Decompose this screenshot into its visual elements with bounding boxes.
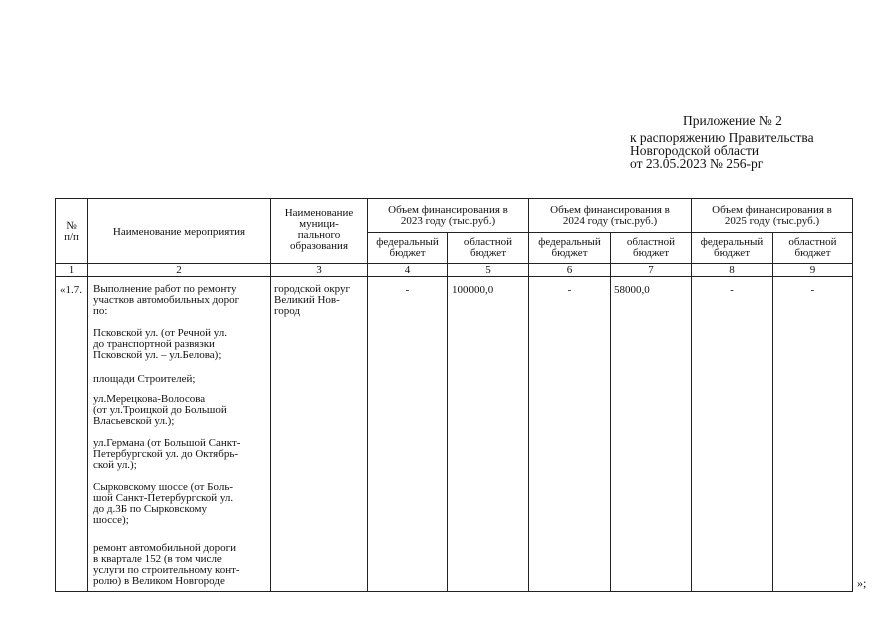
- table-border-top: [55, 198, 853, 199]
- event-item-6: Сырковскому шоссе (от Боль- шой Санкт-Петербургской ул. до д.3Б по Сырковскому шоссе);: [93, 481, 234, 526]
- table-line-numbers-bottom: [55, 276, 853, 277]
- header-num: № п/п: [64, 220, 79, 243]
- col-number-1: 1: [68, 264, 75, 276]
- appendix-title: Приложение № 2: [683, 113, 782, 128]
- appendix-line-2: Новгородской области: [630, 143, 760, 158]
- header-regional-2025: областной бюджет: [788, 236, 837, 259]
- col-divider-1: [87, 198, 88, 592]
- closing-quote: »;: [857, 576, 867, 590]
- col-number-6: 6: [566, 264, 573, 276]
- row-regional-2025: -: [810, 284, 815, 296]
- header-year-2025: Объем финансирования в 2025 году (тыс.руб.): [712, 204, 832, 227]
- row-regional-2023: 100000,0: [452, 284, 494, 296]
- appendix-line-1: к распоряжению Правительства: [630, 130, 814, 145]
- row-number: «1.7.: [60, 284, 82, 296]
- row-municipality: городской округ Великий Нов- город: [274, 283, 351, 317]
- col-number-8: 8: [729, 264, 735, 276]
- header-year-2024: Объем финансирования в 2024 году (тыс.руб.): [550, 204, 670, 227]
- row-federal-2024: -: [567, 284, 572, 296]
- event-item-2: Псковской ул. (от Речной ул. до транспортной развязки Псковской ул. – ул.Белова);: [93, 327, 228, 361]
- col-number-2: 2: [176, 264, 182, 276]
- header-federal-2023: федеральный бюджет: [376, 236, 439, 259]
- table-border-bottom: [55, 591, 853, 592]
- header-federal-2025: федеральный бюджет: [700, 236, 764, 259]
- header-year-2023: Объем финансирования в 2023 году (тыс.руб.): [388, 204, 508, 227]
- row-regional-2024: 58000,0: [614, 284, 650, 296]
- header-federal-2024: федеральный бюджет: [538, 236, 601, 259]
- appendix-line-3: от 23.05.2023 № 256-рг: [630, 156, 764, 171]
- col-number-7: 7: [648, 264, 654, 276]
- col-number-4: 4: [404, 264, 411, 276]
- col-number-9: 9: [809, 264, 816, 276]
- col-divider-6: [610, 232, 611, 592]
- event-item-5: ул.Германа (от Большой Санкт- Петербургской ул. до Октябрь- ской ул.);: [93, 437, 241, 471]
- row-federal-2023: -: [405, 284, 410, 296]
- col-number-5: 5: [485, 264, 491, 276]
- col-divider-2: [270, 198, 271, 592]
- event-item-3: площади Строителей;: [93, 373, 196, 385]
- header-regional-2023: областной бюджет: [463, 236, 513, 259]
- table-border-right: [852, 198, 853, 592]
- header-municipality: Наименование муници- пального образования: [284, 207, 354, 252]
- header-event: Наименование мероприятия: [112, 226, 246, 238]
- event-item-7: ремонт автомобильной дороги в квартале 152 (в том числе услуги по строительному конт- ролю) в Великом Новгороде: [93, 542, 240, 587]
- table-border-left: [55, 198, 56, 592]
- event-item-4: ул.Мерецкова-Волосова (от ул.Троицкой до Большой Власьевской ул.);: [93, 393, 227, 427]
- col-number-3: 3: [316, 264, 322, 276]
- col-divider-4: [447, 232, 448, 592]
- header-regional-2024: областной бюджет: [626, 236, 676, 259]
- event-item-1: Выполнение работ по ремонту участков автомобильных дорог по:: [93, 283, 240, 317]
- row-federal-2025: -: [730, 284, 734, 296]
